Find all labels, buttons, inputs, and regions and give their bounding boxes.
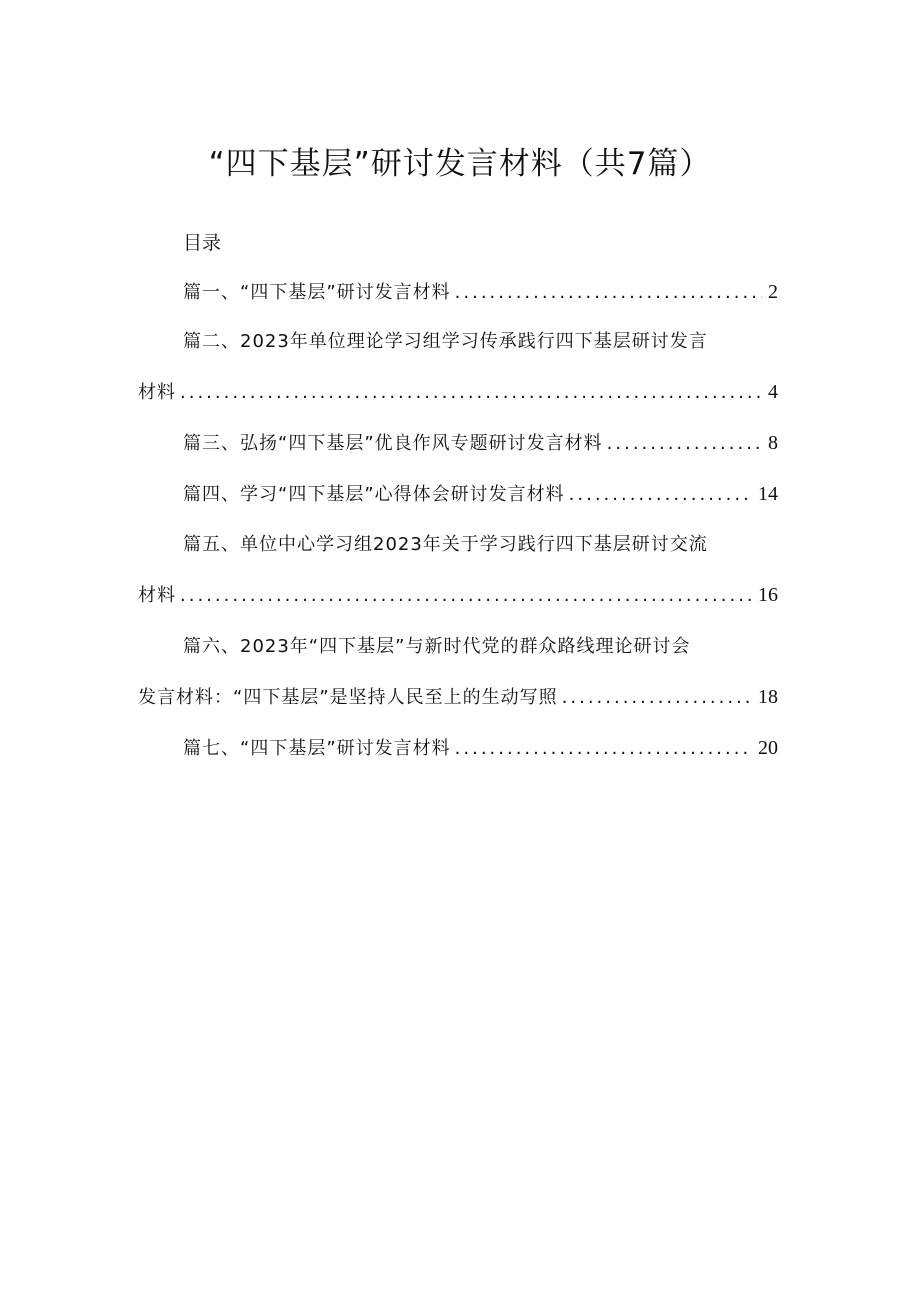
toc-entry-text: 篇五、单位中心学习组2023年关于学习践行四下基层研讨交流 [183,534,708,555]
toc-entry-text: 篇三、弘扬“四下基层”优良作风专题研讨发言材料 [183,433,603,454]
toc-entry-3[interactable] [183,429,778,455]
toc-entry-7[interactable] [183,734,778,760]
dot-leader [180,585,752,606]
toc-entry-2-line2[interactable] [138,378,778,404]
toc-heading: 目录 [183,232,222,254]
dot-leader [180,382,762,403]
toc-entry-text: 篇四、学习“四下基层”心得体会研讨发言材料 [183,484,565,505]
toc-page-number: 16 [758,584,778,606]
toc-entry-text: 篇六、2023年“四下基层”与新时代党的群众路线理论研讨会 [183,636,691,657]
toc-entry-5-line1[interactable] [183,530,778,556]
toc-page-number: 14 [758,483,778,505]
toc-entry-text: 篇二、2023年单位理论学习组学习传承践行四下基层研讨发言 [183,331,708,352]
dot-leader [455,738,752,759]
toc-page-number: 4 [768,381,778,403]
toc-page-number: 8 [768,432,778,454]
toc-entry-5-line2[interactable] [138,581,778,607]
toc-entry-text: 材料 [138,585,176,606]
toc-entry-6-line1[interactable] [183,632,778,658]
toc-entry-text: 篇一、“四下基层”研讨发言材料 [183,282,451,303]
toc-entry-text: 篇七、“四下基层”研讨发言材料 [183,738,451,759]
toc-page-number: 20 [758,737,778,759]
dot-leader [607,433,762,454]
toc-entry-text: 发言材料：“四下基层”是坚持人民至上的生动写照 [138,687,558,708]
toc-entry-6-line2[interactable] [138,683,778,709]
toc-page-number: 18 [758,686,778,708]
toc-entry-4[interactable] [183,480,778,506]
dot-leader [455,282,762,303]
toc-entry-1[interactable] [183,278,778,304]
toc-page-number: 2 [768,281,778,303]
dot-leader [569,484,752,505]
toc-entry-2-line1[interactable] [183,327,778,353]
document-title: “四下基层”研讨发言材料（共7篇） [208,146,712,182]
dot-leader [562,687,752,708]
toc-entry-text: 材料 [138,382,176,403]
